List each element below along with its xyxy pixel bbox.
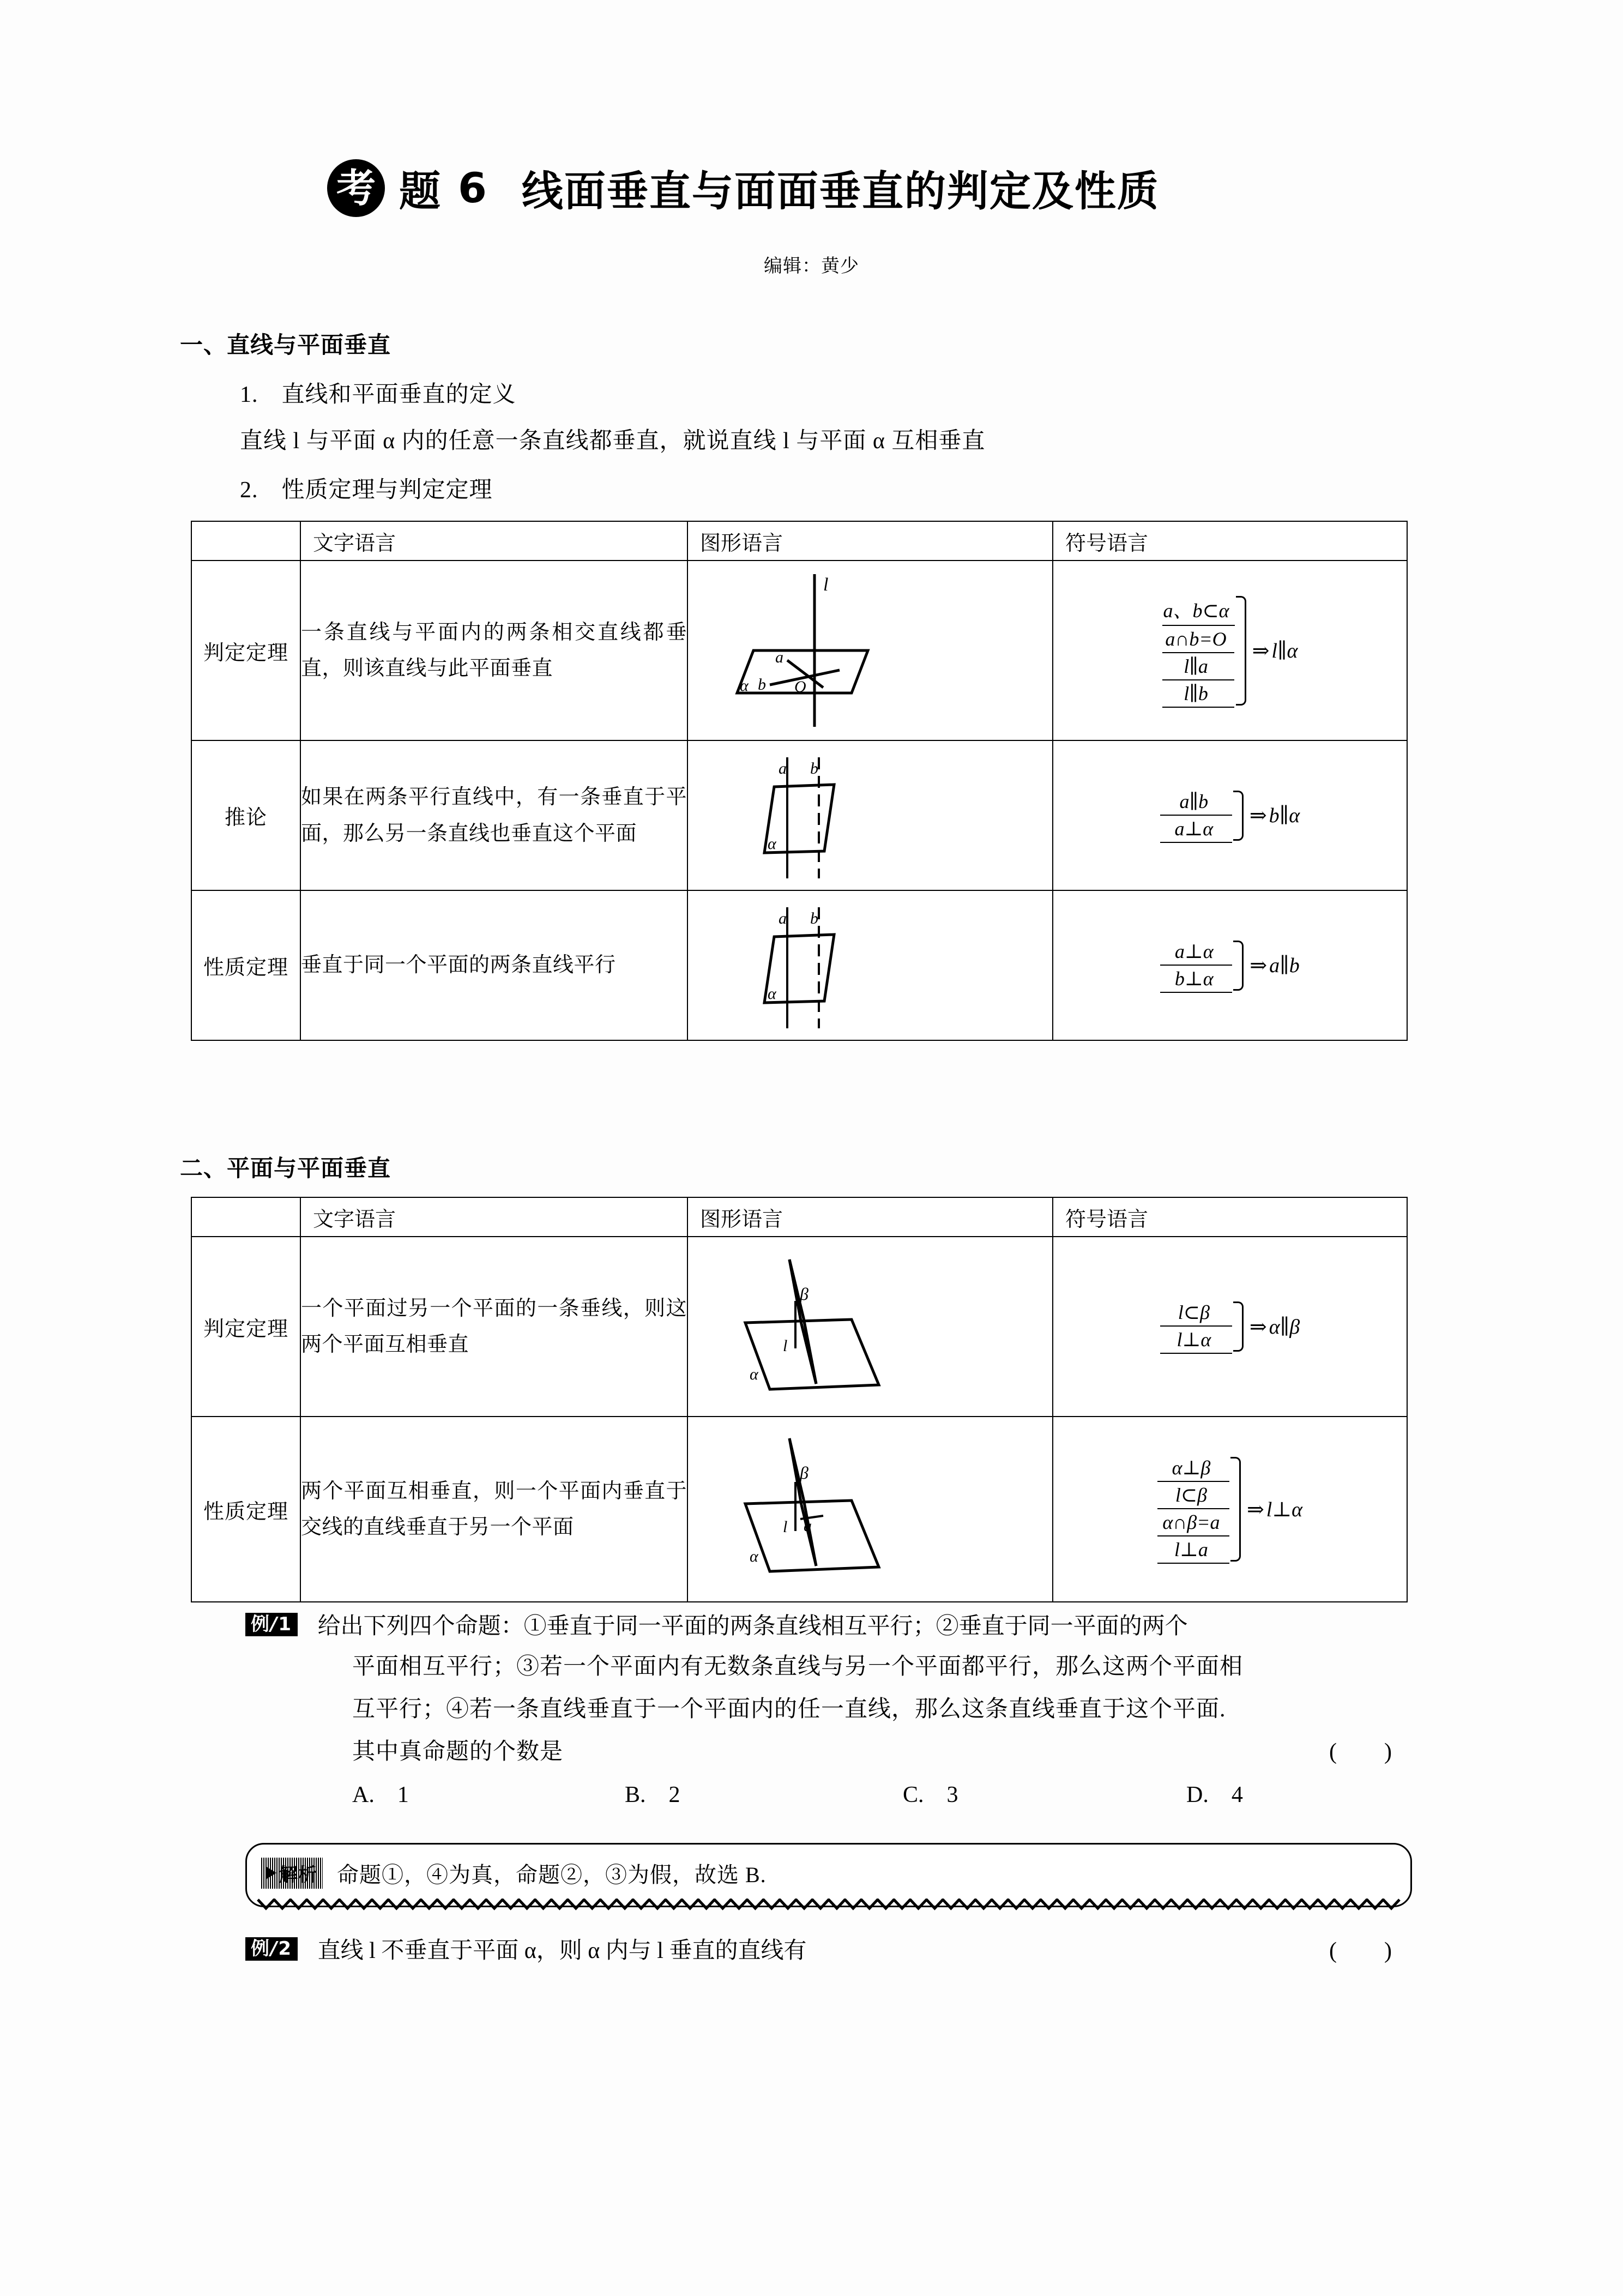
analysis-box	[245, 1843, 1412, 1907]
figure-plane-two-parallel-lines	[688, 748, 917, 884]
section-1-item-2-label: 2. 性质定理与判定定理	[240, 478, 493, 503]
row-symbols	[1053, 1417, 1407, 1602]
implies-icon: ⇒	[1249, 804, 1267, 827]
result: b∥α	[1269, 804, 1300, 827]
table-header-symbol-language: 符号语言	[1053, 521, 1407, 561]
condition: a∥b	[1160, 788, 1232, 816]
row-text: 一个平面过另一个平面的一条垂线，则这两个平面互相垂直	[300, 1237, 687, 1417]
row-figure	[687, 740, 1053, 890]
title-main: 线面垂直与面面垂直的判定及性质	[521, 167, 1160, 215]
table-header-text-language: 文字语言	[300, 1197, 687, 1237]
row-name: 性质定理	[191, 1417, 300, 1602]
table-row	[191, 1417, 1407, 1602]
table-header-row	[191, 1197, 1407, 1237]
section-1-heading: 一、直线与平面垂直	[180, 332, 391, 358]
option-b[interactable]: B. 2	[625, 1782, 680, 1807]
condition: l∥b	[1162, 680, 1234, 708]
figure-plane-two-intersecting-lines	[688, 569, 917, 732]
svg-text:l: l	[783, 1337, 788, 1355]
svg-text:α: α	[768, 984, 776, 1003]
condition: l⊥a	[1157, 1536, 1229, 1564]
analysis-badge: 解析	[261, 1858, 323, 1889]
example-1-answer-paren: ( )	[1329, 1739, 1392, 1764]
brace-icon	[1236, 594, 1248, 708]
row-text: 垂直于同一个平面的两条直线平行	[300, 890, 687, 1040]
table-header-figure-language: 图形语言	[687, 521, 1053, 561]
implies-icon: ⇒	[1246, 1498, 1264, 1521]
example-1-line-3: 互平行；④若一条直线垂直于一个平面内的任一直线，那么这条直线垂直于这个平面.	[352, 1697, 1226, 1722]
svg-text:a: a	[779, 759, 787, 778]
title-prefix: 题	[399, 167, 442, 215]
analysis-text: 命题①，④为真，命题②，③为假，故选 B.	[337, 1862, 767, 1887]
condition: b⊥α	[1160, 966, 1232, 993]
figure-plane-two-parallel-lines	[688, 897, 917, 1034]
implies-icon: ⇒	[1250, 954, 1268, 977]
row-symbols	[1053, 890, 1407, 1040]
svg-text:a: a	[779, 909, 787, 927]
condition: α∩β=a	[1157, 1509, 1229, 1536]
svg-text:l: l	[783, 1518, 788, 1536]
condition: l∥a	[1162, 653, 1234, 680]
section-1-item-1-text: 直线 l 与平面 α 内的任意一条直线都垂直，就说直线 l 与平面 α 互相垂直	[240, 429, 986, 454]
brace-icon	[1230, 1455, 1242, 1564]
result: a∥b	[1269, 954, 1300, 977]
row-symbols	[1053, 1237, 1407, 1417]
brace-icon	[1233, 938, 1245, 993]
table-header-text-language: 文字语言	[300, 521, 687, 561]
row-figure	[687, 1237, 1053, 1417]
svg-text:a: a	[804, 1517, 812, 1535]
condition: l⊂β	[1157, 1482, 1229, 1509]
row-text: 两个平面互相垂直，则一个平面内垂直于交线的直线垂直于另一个平面	[300, 1417, 687, 1602]
svg-text:b: b	[758, 676, 766, 694]
example-1-options	[352, 1776, 1421, 1809]
row-figure	[687, 561, 1053, 740]
wavy-border-icon	[247, 1899, 1410, 1911]
svg-text:b: b	[810, 909, 818, 927]
table-header-blank	[191, 521, 300, 561]
row-text: 一条直线与平面内的两条相交直线都垂直，则该直线与此平面垂直	[300, 561, 687, 740]
table-header-row	[191, 521, 1407, 561]
row-name: 推论	[191, 740, 300, 890]
title-number: 6	[458, 164, 487, 212]
arrow-right-icon	[267, 1867, 276, 1879]
section-1-table	[191, 521, 1408, 1041]
condition: a⊥α	[1160, 938, 1232, 966]
example-1	[245, 1606, 1445, 1648]
svg-text:α: α	[740, 677, 749, 695]
example-1-line-2: 平面相互平行；③若一个平面内有无数条直线与另一个平面都平行，那么这两个平面相	[352, 1654, 1244, 1679]
row-symbols	[1053, 740, 1407, 890]
section-2-table	[191, 1197, 1408, 1602]
condition: a、b⊂α	[1162, 594, 1235, 626]
example-1-badge: 例/1	[245, 1613, 298, 1636]
table-row	[191, 740, 1407, 890]
svg-text:α: α	[750, 1365, 758, 1383]
table-header-figure-language: 图形语言	[687, 1197, 1053, 1237]
result: l⊥α	[1266, 1498, 1303, 1521]
svg-text:β: β	[800, 1284, 809, 1304]
table-row	[191, 890, 1407, 1040]
example-2	[245, 1930, 1445, 1973]
figure-two-perpendicular-planes	[688, 1242, 917, 1411]
row-figure	[687, 890, 1053, 1040]
editor-credit: 编辑：黄少	[764, 255, 859, 277]
row-figure	[687, 1417, 1053, 1602]
row-name: 判定定理	[191, 1237, 300, 1417]
implies-icon: ⇒	[1252, 639, 1270, 662]
example-1-line-1: 给出下列四个命题：①垂直于同一平面的两条直线相互平行；②垂直于同一平面的两个	[317, 1614, 1188, 1639]
table-header-symbol-language: 符号语言	[1053, 1197, 1407, 1237]
section-2-heading: 二、平面与平面垂直	[180, 1155, 391, 1182]
result: α∥β	[1269, 1315, 1300, 1339]
table-row	[191, 1237, 1407, 1417]
row-text: 如果在两条平行直线中，有一条垂直于平面，那么另一条直线也垂直这个平面	[300, 740, 687, 890]
kao-circle-badge: 考	[327, 159, 385, 217]
row-symbols	[1053, 561, 1407, 740]
svg-text:l: l	[823, 575, 829, 595]
figure-two-perpendicular-planes-lines	[688, 1422, 917, 1596]
svg-text:b: b	[810, 759, 818, 778]
example-2-badge: 例/2	[245, 1937, 298, 1961]
page-title	[327, 158, 1160, 218]
brace-icon	[1233, 788, 1245, 843]
brace-icon	[1233, 1299, 1245, 1354]
table-row	[191, 561, 1407, 740]
option-d[interactable]: D. 4	[1186, 1782, 1243, 1807]
example-1-line-4: 其中真命题的个数是	[352, 1739, 564, 1764]
row-name: 性质定理	[191, 890, 300, 1040]
svg-text:α: α	[768, 834, 776, 853]
condition: a⊥α	[1160, 816, 1232, 843]
condition: α⊥β	[1157, 1455, 1229, 1482]
option-c[interactable]: C. 3	[903, 1782, 958, 1807]
condition: a∩b=O	[1162, 626, 1234, 653]
example-2-answer-paren: ( )	[1329, 1938, 1392, 1963]
row-name: 判定定理	[191, 561, 300, 740]
example-2-text: 直线 l 不垂直于平面 α，则 α 内与 l 垂直的直线有	[317, 1938, 807, 1963]
implies-icon: ⇒	[1249, 1315, 1267, 1339]
condition: l⊂β	[1160, 1299, 1232, 1327]
svg-text:O: O	[794, 678, 806, 696]
svg-text:β: β	[800, 1463, 809, 1483]
svg-text:α: α	[750, 1547, 758, 1565]
svg-text:a: a	[775, 648, 783, 666]
section-1-item-1-label: 1. 直线和平面垂直的定义	[240, 382, 516, 407]
option-a[interactable]: A. 1	[352, 1782, 409, 1807]
table-header-blank	[191, 1197, 300, 1237]
condition: l⊥α	[1160, 1327, 1232, 1354]
result: l∥α	[1271, 639, 1298, 662]
